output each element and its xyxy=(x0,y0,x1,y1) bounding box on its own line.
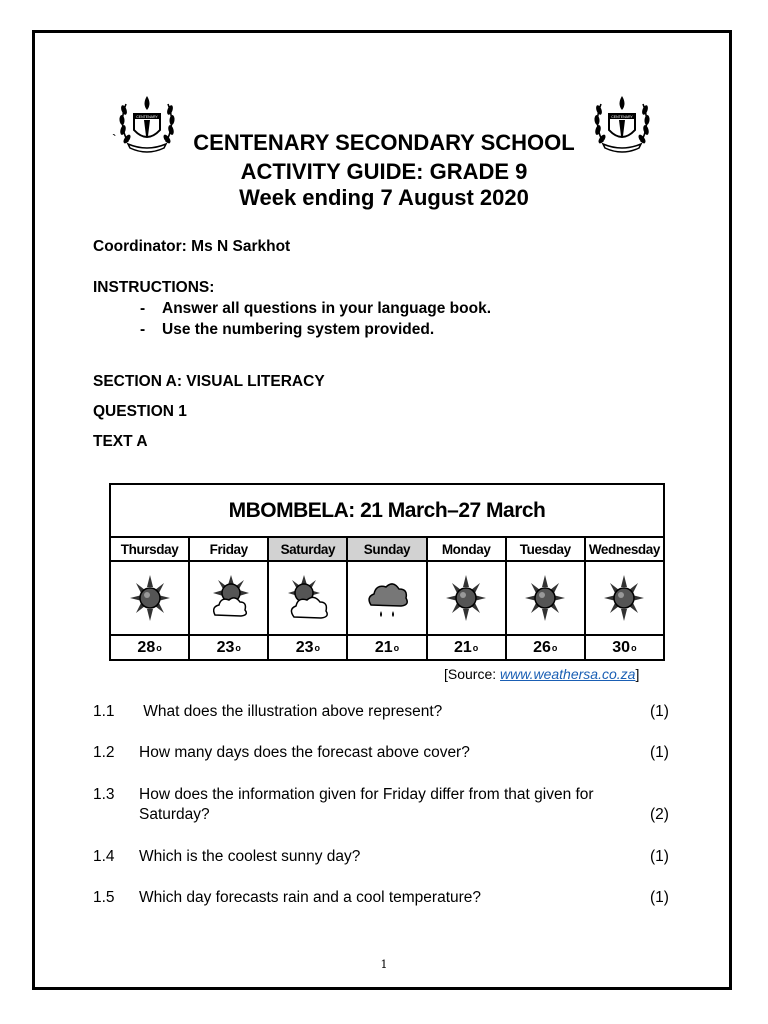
weather-cell xyxy=(190,562,269,634)
school-name: CENTENARY SECONDARY SCHOOL xyxy=(193,130,575,155)
section-heading: SECTION A: VISUAL LITERACY xyxy=(93,373,325,390)
question-text: How does the information given for Friday differ from that given for xyxy=(139,786,594,803)
instruction-text: Answer all questions in your language book. xyxy=(162,300,491,317)
sun-icon xyxy=(128,573,172,623)
temperature: 23 o xyxy=(190,636,269,660)
question-text-continued: Saturday? xyxy=(139,806,210,823)
svg-text:CENTENARY: CENTENARY xyxy=(611,115,633,119)
weather-cell xyxy=(428,562,507,634)
dash: - xyxy=(140,321,146,338)
sun-cloud-icon xyxy=(286,573,330,623)
forecast-icons-row xyxy=(111,562,663,636)
question-heading: QUESTION 1 xyxy=(93,403,187,420)
instruction-text: Use the numbering system provided. xyxy=(162,321,435,338)
question-number: 1.1 xyxy=(93,703,115,720)
question-marks: (1) xyxy=(650,744,669,761)
forecast-days-row xyxy=(111,538,663,562)
question-text: How many days does the forecast above cover? xyxy=(139,744,470,761)
day-label: Monday xyxy=(428,538,507,560)
sun-cloud-icon xyxy=(207,573,251,623)
source-prefix: [Source: xyxy=(444,666,501,682)
rain-cloud-icon xyxy=(365,573,409,623)
question-text: Which day forecasts rain and a cool temperature? xyxy=(139,889,482,906)
day-label: Friday xyxy=(190,538,269,560)
day-label: Tuesday xyxy=(507,538,586,560)
activity-title: ACTIVITY GUIDE: GRADE 9 xyxy=(240,159,528,184)
question-text: What does the illustration above represent? xyxy=(139,703,443,720)
svg-text:CENTENARY: CENTENARY xyxy=(136,115,158,119)
day-label: Sunday xyxy=(348,538,427,560)
temperature: 28 o xyxy=(111,636,190,660)
day-label: Saturday xyxy=(269,538,348,560)
weather-cell xyxy=(269,562,348,634)
stray-backtick: ` xyxy=(112,131,117,147)
question-marks: (1) xyxy=(650,848,669,865)
weather-cell xyxy=(586,562,663,634)
question-number: 1.4 xyxy=(93,848,115,865)
instructions-heading: INSTRUCTIONS: xyxy=(93,279,215,296)
sun-icon xyxy=(602,573,646,623)
forecast-temps-row xyxy=(111,636,663,660)
temperature: 23 o xyxy=(269,636,348,660)
question-text: Which is the coolest sunny day? xyxy=(139,848,361,865)
dash: - xyxy=(140,300,146,317)
day-label: Thursday xyxy=(111,538,190,560)
temperature: 21 o xyxy=(428,636,507,660)
sun-icon xyxy=(444,573,488,623)
question-marks: (2) xyxy=(650,806,669,823)
question-marks: (1) xyxy=(650,703,669,720)
page-number: 1 xyxy=(380,958,388,971)
source-link[interactable]: www.weathersa.co.za xyxy=(500,666,636,682)
coordinator: Coordinator: Ms N Sarkhot xyxy=(93,238,291,255)
weather-forecast-table xyxy=(109,483,665,661)
weather-cell xyxy=(507,562,586,634)
sun-icon xyxy=(523,573,567,623)
temperature: 21 o xyxy=(348,636,427,660)
temperature: 30 o xyxy=(612,639,637,656)
temperature: 26 o xyxy=(507,636,586,660)
question-number: 1.2 xyxy=(93,744,115,761)
day-label: Wednesday xyxy=(588,541,660,557)
forecast-title: MBOMBELA: 21 March–27 March xyxy=(111,485,663,538)
source-citation xyxy=(444,666,639,682)
weather-cell xyxy=(348,562,427,634)
question-number: 1.3 xyxy=(93,786,115,803)
question-marks: (1) xyxy=(650,889,669,906)
weather-cell xyxy=(111,562,190,634)
question-number: 1.5 xyxy=(93,889,115,906)
source-suffix: ] xyxy=(635,666,640,682)
text-heading: TEXT A xyxy=(93,433,148,450)
week-ending: Week ending 7 August 2020 xyxy=(239,185,529,210)
